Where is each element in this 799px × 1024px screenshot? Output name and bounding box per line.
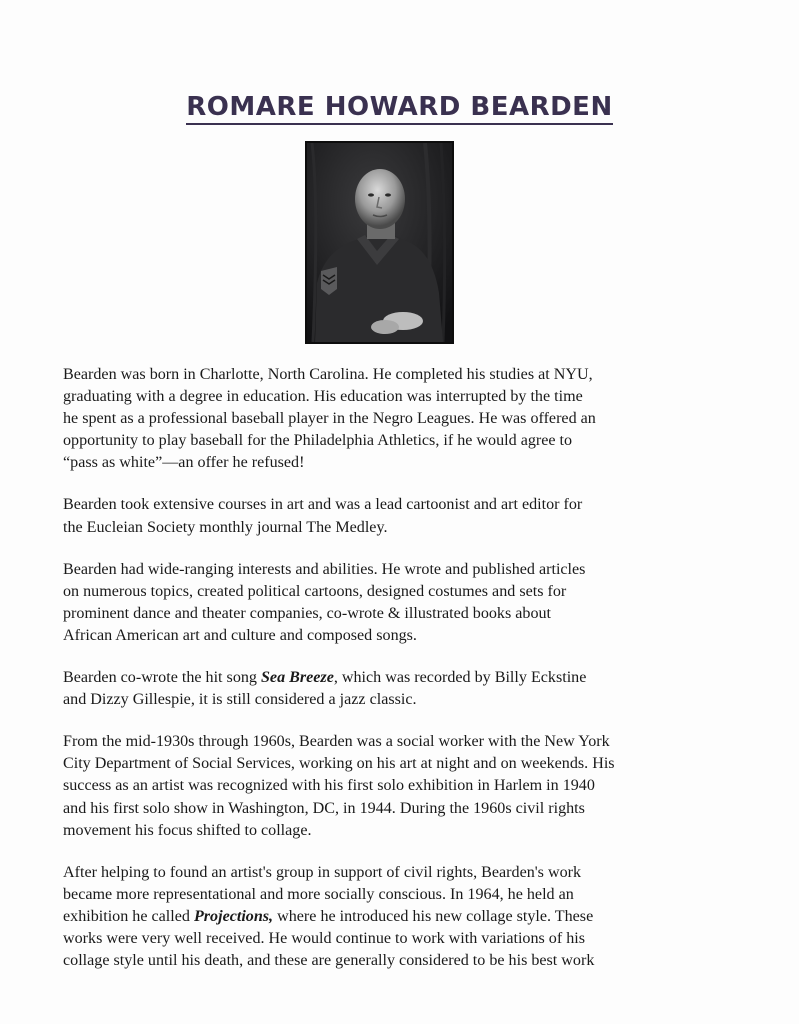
portrait-image xyxy=(307,143,452,342)
text-line: prominent dance and theater companies, co-wrote & illustrated books about xyxy=(63,604,552,622)
paragraph-interests xyxy=(63,559,723,647)
exhibition-title: Projections, xyxy=(193,907,274,925)
page-title-text: ROMARE HOWARD BEARDEN xyxy=(186,91,612,125)
page-title xyxy=(0,86,799,125)
article-body xyxy=(63,364,723,992)
paragraph-early-life xyxy=(63,364,723,474)
paragraph-art-courses xyxy=(63,494,723,538)
text-run: Bearden co-wrote the hit song xyxy=(63,669,261,687)
text-line: became more representational and more socially conscious. In 1964, he held an xyxy=(63,885,574,903)
text-line: the Eucleian Society monthly journal The Medley. xyxy=(63,518,388,536)
text-line: collage style until his death, and these are generally considered to be his best work xyxy=(63,952,595,970)
text-line xyxy=(63,906,723,928)
text-line: African American art and culture and composed songs. xyxy=(63,626,417,644)
song-title: Sea Breeze xyxy=(260,669,334,687)
text-line: graduating with a degree in education. His education was interrupted by the time xyxy=(63,388,583,406)
text-line: and his first solo show in Washington, DC, in 1944. During the 1960s civil rights xyxy=(63,799,585,817)
text-line: “pass as white”—an offer he refused! xyxy=(63,454,305,472)
paragraph-projections xyxy=(63,862,723,972)
text-line: Bearden had wide-ranging interests and abilities. He wrote and published articles xyxy=(63,560,586,578)
text-line: City Department of Social Services, working on his art at night and on weekends. His xyxy=(63,755,615,773)
text-line: and Dizzy Gillespie, it is still considered a jazz classic. xyxy=(63,691,417,709)
text-line: Bearden was born in Charlotte, North Carolina. He completed his studies at NYU, xyxy=(63,366,593,383)
text-line: Bearden took extensive courses in art and was a lead cartoonist and art editor for xyxy=(63,496,583,514)
text-line: From the mid-1930s through 1960s, Bearden was a social worker with the New York xyxy=(63,733,610,751)
text-line: movement his focus shifted to collage. xyxy=(63,821,312,839)
text-line: success as an artist was recognized with his first solo exhibition in Harlem in 1940 xyxy=(63,777,595,795)
text-line: opportunity to play baseball for the Philadelphia Athletics, if he would agree to xyxy=(63,432,573,450)
text-line: works were very well received. He would continue to work with variations of his xyxy=(63,929,586,947)
text-line: on numerous topics, created political cartoons, designed costumes and sets for xyxy=(63,582,567,600)
text-line: After helping to found an artist's group in support of civil rights, Bearden's work xyxy=(63,863,582,881)
paragraph-sea-breeze xyxy=(63,667,723,711)
paragraph-social-worker xyxy=(63,731,723,841)
text-line xyxy=(63,667,723,689)
portrait-photo xyxy=(305,141,454,344)
text-line: he spent as a professional baseball player in the Negro Leagues. He was offered an xyxy=(63,410,596,428)
text-run: , which was recorded by Billy Eckstine xyxy=(333,669,587,687)
text-run: exhibition he called xyxy=(63,907,194,925)
text-run: where he introduced his new collage style. These xyxy=(273,907,594,925)
